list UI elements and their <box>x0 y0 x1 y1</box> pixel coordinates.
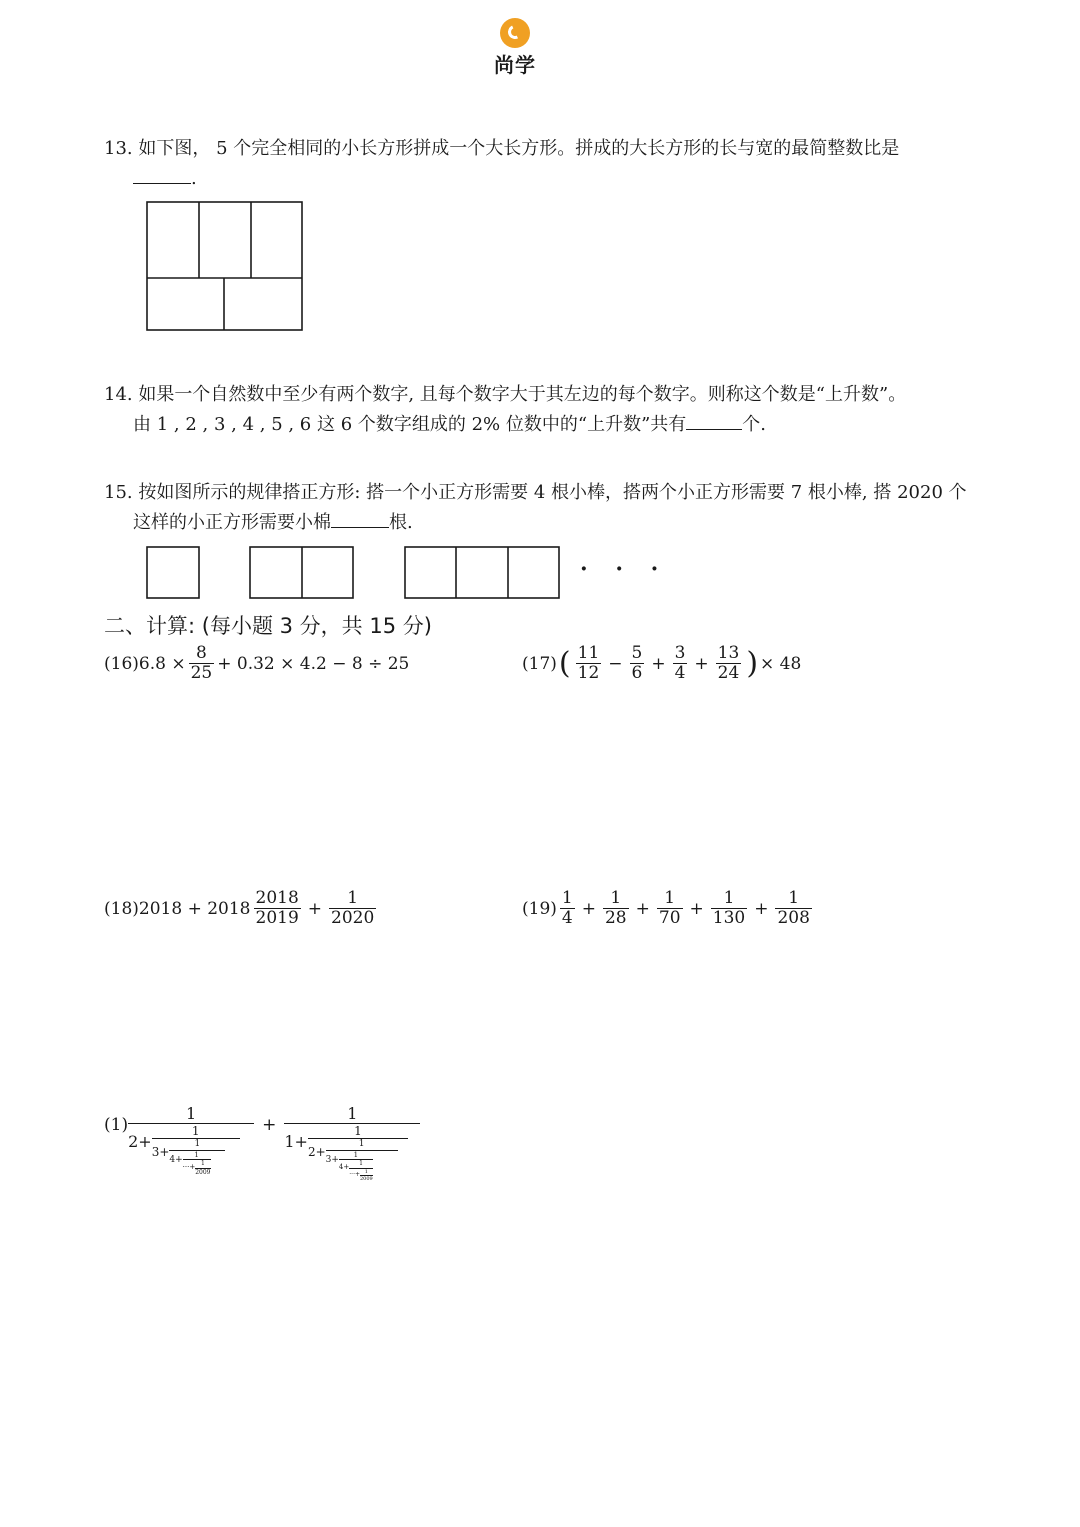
problem-label: (19) <box>522 898 557 919</box>
question-15-line2: 这样的小正方形需要小棉 根. <box>133 508 413 538</box>
fraction: $\frac{1}{2020}$ <box>331 888 375 928</box>
logo-text: 尚学 <box>494 53 536 77</box>
expr-part: + 0.32 × 4.2 − 8 ÷ 25 <box>217 653 410 674</box>
fraction: $\frac{8}{25}$ <box>190 643 213 683</box>
problem-label: (16) <box>104 653 139 674</box>
expr-part: 2018 + 2018 <box>138 898 251 919</box>
fraction: $\frac{1}{208}$ <box>777 888 810 928</box>
problem-label: (17) <box>522 653 557 674</box>
period: . <box>191 168 197 189</box>
fraction: $\frac{11}{12}$ <box>577 643 600 683</box>
problem-17: (17) ( $\frac{11}{12}$ − $\frac{5}{6}$ + $\frac{3}{4}$ + $\frac{13}{24}$ ) × 48 <box>522 643 802 683</box>
answer-blank <box>133 165 191 184</box>
fraction: $\frac{1}{130}$ <box>712 888 746 928</box>
plus-sign: + <box>262 1115 277 1135</box>
ellipsis: · · · <box>580 556 669 582</box>
problem-1 <box>104 1105 420 1183</box>
expr-part: 6.8 × <box>138 653 186 674</box>
fraction: $\frac{5}{6}$ <box>631 643 643 683</box>
rectangle-tiling-diagram <box>145 200 305 333</box>
fraction: $\frac{1}{28}$ <box>604 888 627 928</box>
shangxue-logo-icon <box>500 18 530 48</box>
question-14-line2: 由 1 , 2 , 3 , 4 , 5 , 6 这 6 个数字组成的 2% 位数中的“上升数”共有 个. <box>133 410 766 440</box>
question-14-text: 14. 如果一个自然数中至少有两个数字, 且每个数字大于其左边的每个数字。则称这个数是“上升数”。 <box>104 384 907 405</box>
problem-label: (18) <box>104 898 139 919</box>
one-square <box>147 547 199 598</box>
fraction: $\frac{1}{70}$ <box>658 888 681 928</box>
question-13-answer-line <box>133 164 197 194</box>
expr-part: × 48 <box>760 653 802 674</box>
fraction: $\frac{3}{4}$ <box>674 643 686 683</box>
problem-19: (19) $\frac{1}{4}$ + $\frac{1}{28}$ + $\frac{1}{70}$ + $\frac{1}{130}$ + $\frac{1}{208}$ <box>522 888 810 928</box>
problem-18: (18) 2018 + 2018 $\frac{2018}{2019}$ + $\frac{1}{2020}$ <box>104 888 375 928</box>
continued-fraction-1: 1 2+ 1 3+ 1 4+ 1 ···+ $\frac{1}{2009}$ <box>128 1105 254 1177</box>
question-13-text: 13. 如下图， 5 个完全相同的小长方形拼成一个大长方形。拼成的大长方形的长与宽的最简整数比是 <box>104 138 900 159</box>
question-15-text: 15. 按如图所示的规律搭正方形: 搭一个小正方形需要 4 根小棒，搭两个小正方形需要 7 根小棒, 搭 2020 个 <box>104 482 967 503</box>
three-squares <box>405 547 559 598</box>
answer-blank <box>686 411 742 430</box>
problem-label: (1) <box>104 1115 129 1135</box>
fraction: $\frac{2018}{2019}$ <box>255 888 299 928</box>
fraction: $\frac{1}{4}$ <box>561 888 573 928</box>
problem-16 <box>104 645 409 683</box>
fraction: $\frac{13}{24}$ <box>717 643 740 683</box>
continued-fraction-2: 1 1+ 1 2+ 1 3+ 1 4+ 1 ···+ $\frac{1}{2009}$ <box>284 1105 420 1183</box>
matchstick-squares-diagram <box>145 545 565 601</box>
header-logo <box>487 18 543 78</box>
section-title: 二、计算: (每小题 3 分，共 15 分) <box>104 614 432 638</box>
answer-blank <box>331 509 389 528</box>
